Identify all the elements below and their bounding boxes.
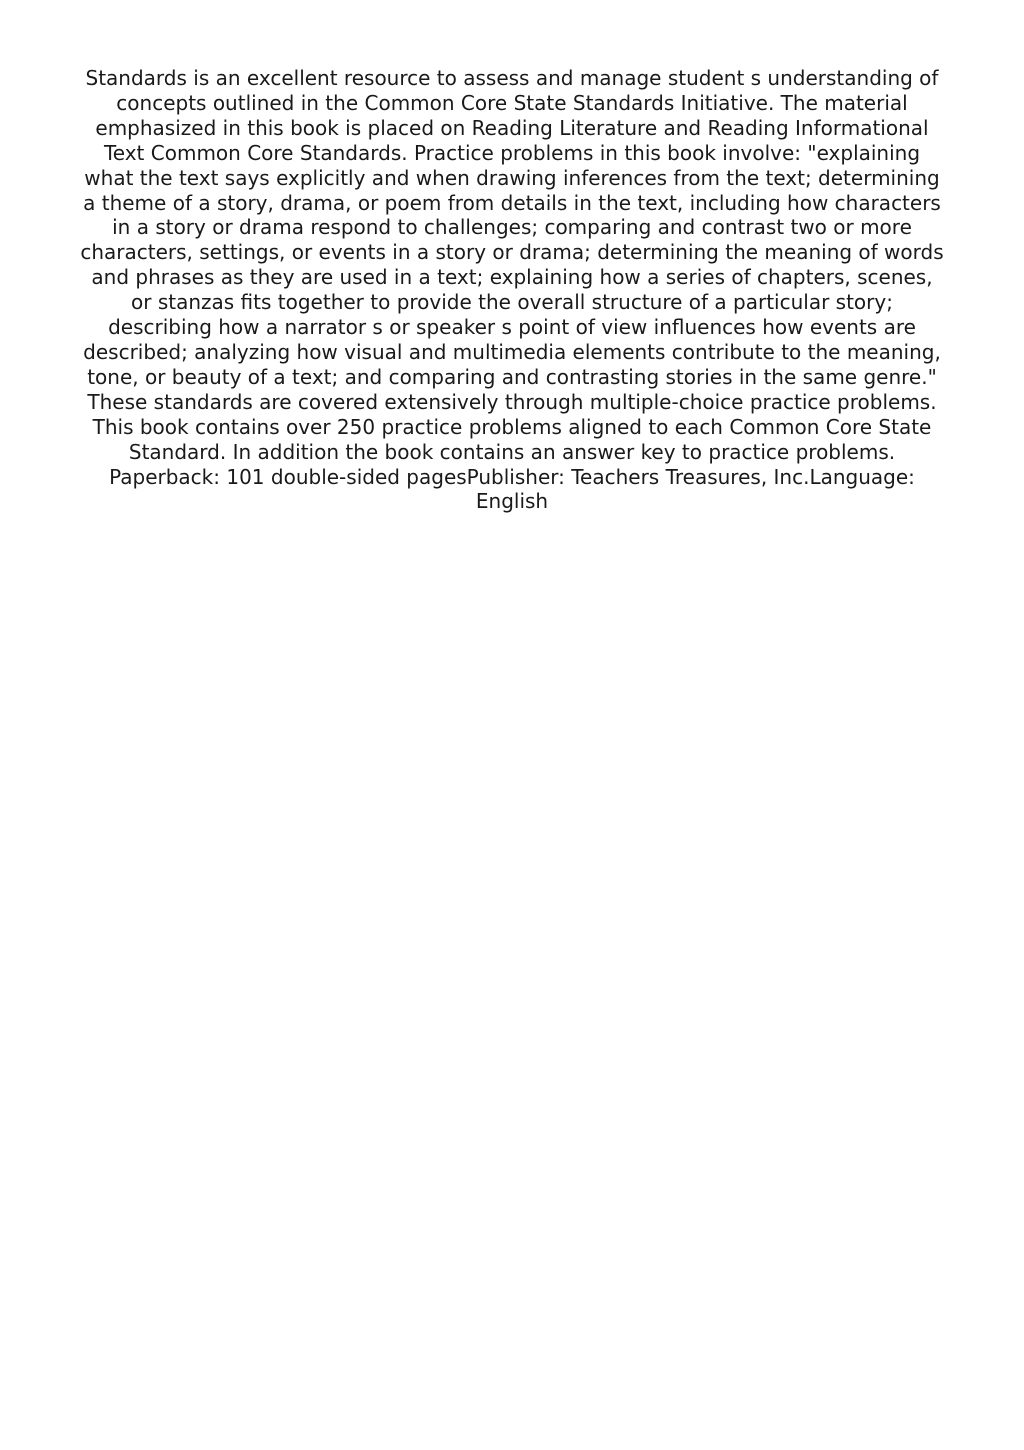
text-line: in a story or drama respond to challenges; comparing and contrast two or more <box>112 215 912 240</box>
text-line: tone, or beauty of a text; and comparing and contrasting stories in the same genre." <box>87 364 937 389</box>
text-line: emphasized in this book is placed on Reading Literature and Reading Informational <box>95 115 929 140</box>
text-line: what the text says explicitly and when drawing inferences from the text; determining <box>84 165 940 190</box>
text-line: concepts outlined in the Common Core State Standards Initiative. The material <box>116 90 908 115</box>
text-line: described; analyzing how visual and multimedia elements contribute to the meaning, <box>83 339 941 364</box>
text-line: Text Common Core Standards. Practice problems in this book involve: "explaining <box>103 140 921 165</box>
text-line: Standard. In addition the book contains an answer key to practice problems. <box>128 439 896 464</box>
text-line: This book contains over 250 practice problems aligned to each Common Core State <box>92 414 932 439</box>
text-line: Standards is an excellent resource to assess and manage student s understanding of <box>85 66 939 90</box>
text-line: characters, settings, or events in a story or drama; determining the meaning of words <box>80 240 944 265</box>
description-paragraph <box>40 66 984 514</box>
text-line: Paperback: 101 double-sided pagesPublisher: Teachers Treasures, Inc.Language: <box>109 464 915 489</box>
text-line: a theme of a story, drama, or poem from details in the text, including how characters <box>83 190 941 215</box>
text-line: describing how a narrator s or speaker s point of view influences how events are <box>108 315 916 340</box>
text-line: English <box>475 489 549 514</box>
text-line: and phrases as they are used in a text; explaining how a series of chapters, scenes, <box>91 265 933 290</box>
text-line: These standards are covered extensively through multiple-choice practice problems. <box>87 389 937 414</box>
text-line: or stanzas fits together to provide the overall structure of a particular story; <box>131 290 893 315</box>
